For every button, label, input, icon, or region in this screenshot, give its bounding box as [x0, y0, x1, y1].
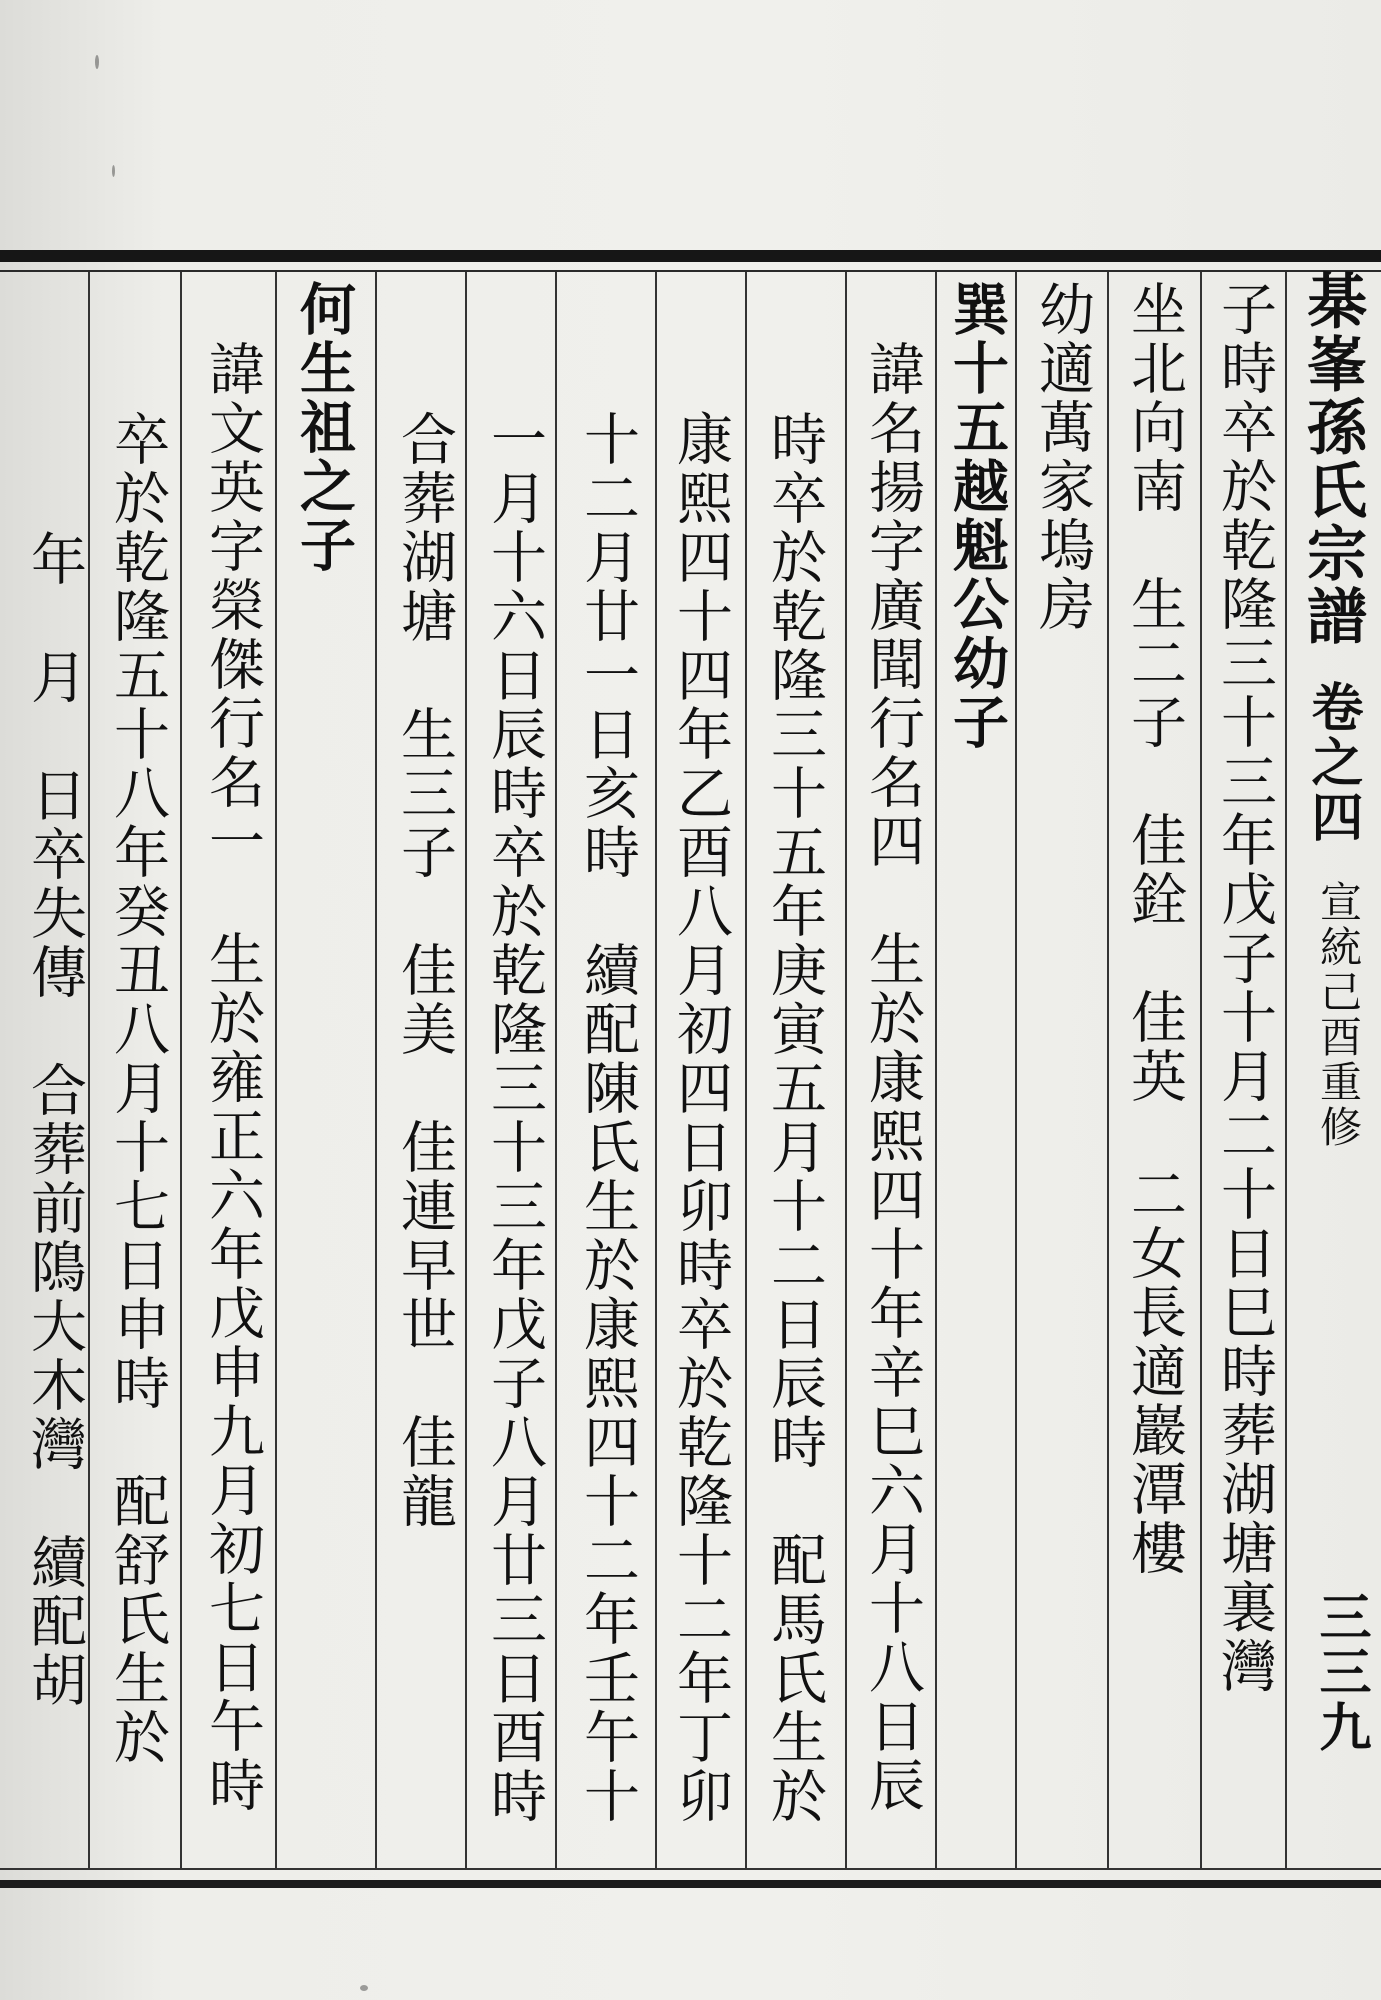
generation-heading: 巽十五越魁公幼子 — [944, 280, 1010, 752]
column-rule — [1285, 272, 1287, 1868]
book-title: 棊峯孫氏宗譜 — [1297, 270, 1367, 648]
top-border — [0, 250, 1381, 262]
text-column-2: 坐北向南 生二子 佳銓 佳英 二女長適巖潭樓 — [1122, 280, 1187, 1578]
column-rule — [465, 272, 467, 1868]
column-rule — [845, 272, 847, 1868]
text-column-14: 年 月 日卒失傳 合葬前隝大木灣 續配胡 — [22, 530, 87, 1710]
text-column-8: 十二月廿一日亥時 續配陳氏生於康熙四十二年壬午十 — [575, 410, 640, 1826]
lineage-heading: 何生祖之子 — [291, 280, 357, 575]
paper-speck — [95, 55, 99, 69]
edition-label: 宣統己酉重修 — [1314, 880, 1363, 1150]
page-number: 三三九 — [1310, 1590, 1371, 1755]
column-rule — [1107, 272, 1109, 1868]
text-column-10: 合葬湖塘 生三子 佳美 佳連早世 佳龍 — [392, 410, 457, 1531]
paper-speck — [112, 165, 115, 177]
text-column-12: 諱文英字榮傑行名一 生於雍正六年戊申九月初七日午時 — [200, 340, 265, 1815]
column-rule — [555, 272, 557, 1868]
text-column-6: 時卒於乾隆三十五年庚寅五月十二日辰時 配馬氏生於 — [762, 410, 827, 1826]
text-column-9: 一月十六日辰時卒於乾隆三十三年戊子八月廿三日酉時 — [482, 410, 547, 1826]
text-column-5: 諱名揚字廣聞行名四 生於康熙四十年辛巳六月十八日辰 — [860, 340, 925, 1815]
paper-speck — [360, 1985, 368, 1991]
text-column-3: 幼適萬家塢房 — [1030, 280, 1095, 634]
top-inner-border — [0, 270, 1381, 272]
column-rule — [88, 272, 90, 1868]
column-rule — [745, 272, 747, 1868]
text-column-13: 卒於乾隆五十八年癸丑八月十七日申時 配舒氏生於 — [105, 410, 170, 1767]
bottom-inner-border — [0, 1868, 1381, 1870]
column-rule — [655, 272, 657, 1868]
column-rule — [375, 272, 377, 1868]
text-column-1: 子時卒於乾隆三十三年戊子十月二十日巳時葬湖塘裏灣 — [1212, 280, 1277, 1696]
column-rule — [1200, 272, 1202, 1868]
column-rule — [180, 272, 182, 1868]
volume-label: 卷之四 — [1302, 680, 1363, 845]
column-rule — [275, 272, 277, 1868]
text-column-7: 康熙四十四年乙酉八月初四日卯時卒於乾隆十二年丁卯 — [668, 410, 733, 1826]
column-rule — [935, 272, 937, 1868]
bottom-border — [0, 1880, 1381, 1888]
column-rule — [1015, 272, 1017, 1868]
